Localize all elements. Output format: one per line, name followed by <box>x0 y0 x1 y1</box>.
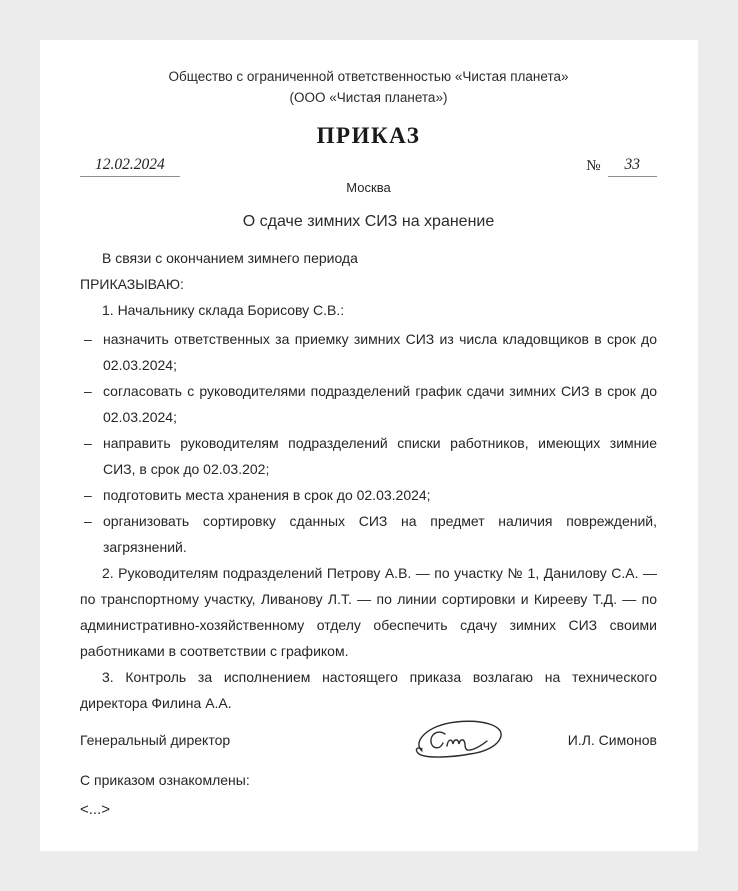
signatory-name: И.Л. Симонов <box>567 732 657 748</box>
director-signature-scribble <box>409 716 505 764</box>
item-1-bullet-list <box>80 326 657 560</box>
bullet-item <box>80 508 657 560</box>
item-2-paragraph: 2. Руководителям подразделений Петрову А.В. — по участку № 1, Данилову С.А. — по транспортному участку, Ливанову Л.Т. — по линии сортировки и Кирееву Т.Д. — по административно-хозяйственному отделу обеспечить сдачу зимних СИЗ своими работниками в соответствии с графиком. <box>80 565 657 659</box>
signatory-position: Генеральный директор <box>80 732 231 748</box>
bullet-text: согласовать с руководителями подразделений график сдачи зимних СИЗ в срок до 02.03.2024; <box>103 383 657 425</box>
bullet-text: назначить ответственных за приемку зимних СИЗ из числа кладовщиков в срок до 02.03.2024; <box>103 331 657 373</box>
document-city: Москва <box>346 180 391 195</box>
document-body <box>80 245 657 716</box>
document-date: 12.02.2024 <box>80 156 180 177</box>
bullet-text: подготовить места хранения в срок до 02.03.2024; <box>103 487 431 503</box>
preamble: В связи с окончанием зимнего периода <box>102 250 358 266</box>
document-number-block <box>586 156 657 177</box>
document-subject: О сдаче зимних СИЗ на хранение <box>242 213 495 230</box>
bullet-item <box>80 482 657 508</box>
acknowledgement-placeholder: <...> <box>80 801 111 818</box>
item-3-paragraph: 3. Контроль за исполнением настоящего приказа возлагаю на технического директора Филина А.А. <box>80 669 657 711</box>
bullet-dash: – <box>84 435 92 451</box>
date-number-row <box>80 156 657 177</box>
document-type-title: ПРИКАЗ <box>316 123 421 148</box>
item-1-intro: 1. Начальнику склада Борисову С.В.: <box>102 302 345 318</box>
bullet-text: организовать сортировку сданных СИЗ на предмет наличия повреждений, загрязнений. <box>103 513 657 555</box>
bullet-item <box>80 378 657 430</box>
number-sign: № <box>586 158 601 174</box>
bullet-dash: – <box>84 513 92 529</box>
order-document-page <box>40 40 698 851</box>
bullet-dash: – <box>84 331 92 347</box>
document-number: 33 <box>608 156 658 177</box>
bullet-dash: – <box>84 383 92 399</box>
org-name-short: (ООО «Чистая планета») <box>289 90 448 105</box>
bullet-dash: – <box>84 487 92 503</box>
acknowledgement-label: С приказом ознакомлены: <box>80 772 250 788</box>
order-word: ПРИКАЗЫВАЮ: <box>80 276 184 292</box>
bullet-item <box>80 430 657 482</box>
bullet-item <box>80 326 657 378</box>
bullet-text: направить руководителям подразделений списки работников, имеющих зимние СИЗ, в срок до 02.03.202; <box>103 435 657 477</box>
signature-row <box>80 720 657 760</box>
org-name-full: Общество с ограниченной ответственностью «Чистая планета» <box>168 69 569 84</box>
